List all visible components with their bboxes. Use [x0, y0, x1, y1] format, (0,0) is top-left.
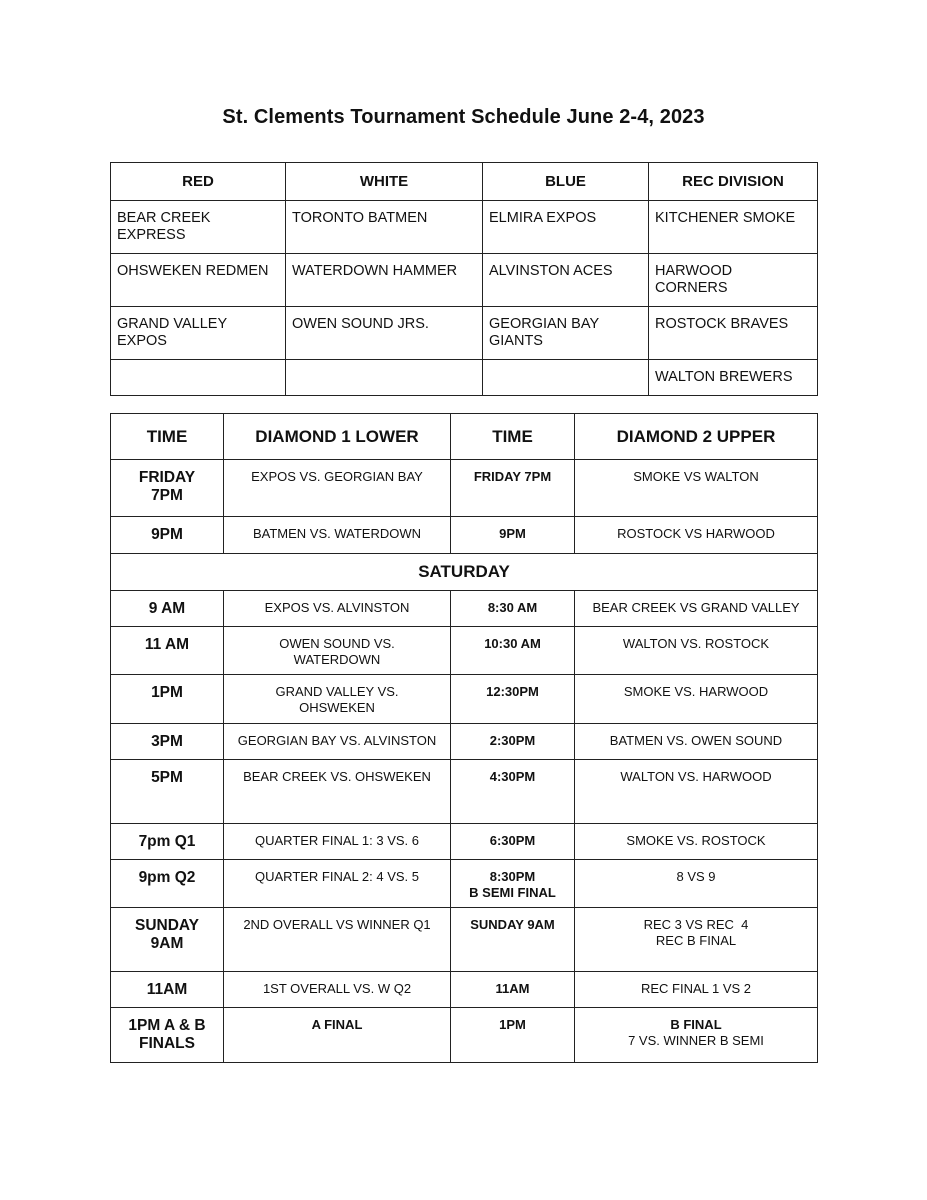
divisions-row [111, 360, 818, 396]
time-cell: 12:30PM [451, 675, 575, 724]
schedule-row [111, 908, 818, 972]
game-cell: WALTON VS. HARWOOD [575, 760, 818, 824]
saturday-row [111, 554, 818, 591]
schedule-row [111, 460, 818, 517]
division-header-red: RED [111, 163, 286, 201]
game-cell: GEORGIAN BAY VS. ALVINSTON [224, 724, 451, 760]
schedule-row [111, 724, 818, 760]
game-cell: ROSTOCK VS HARWOOD [575, 517, 818, 554]
divisions-header-row [111, 163, 818, 201]
game-cell: 8 VS 9 [575, 860, 818, 908]
team-cell: HARWOOD CORNERS [649, 254, 818, 307]
game-note: 7 VS. WINNER B SEMI [628, 1033, 764, 1048]
game-cell: 2ND OVERALL VS WINNER Q1 [224, 908, 451, 972]
game-cell: OWEN SOUND VS. WATERDOWN [224, 627, 451, 675]
team-cell [286, 360, 483, 396]
game-cell: QUARTER FINAL 2: 4 VS. 5 [224, 860, 451, 908]
game-cell: EXPOS VS. ALVINSTON [224, 591, 451, 627]
diamond-1-header: DIAMOND 1 LOWER [224, 414, 451, 460]
game-cell: EXPOS VS. GEORGIAN BAY [224, 460, 451, 517]
game-cell: REC FINAL 1 VS 2 [575, 972, 818, 1008]
schedule-row [111, 824, 818, 860]
game-note: REC B FINAL [655, 933, 737, 948]
time-cell: 4:30PM [451, 760, 575, 824]
time-cell: 8:30 AM [451, 591, 575, 627]
schedule-row [111, 972, 818, 1008]
time-cell: 11AM [451, 972, 575, 1008]
team-cell: ELMIRA EXPOS [483, 201, 649, 254]
time-note: B SEMI FINAL [469, 885, 556, 900]
time-cell: 2:30PM [451, 724, 575, 760]
game-cell: A FINAL [224, 1008, 451, 1063]
schedule-row [111, 1008, 818, 1063]
game-cell: SMOKE VS WALTON [575, 460, 818, 517]
team-cell: OWEN SOUND JRS. [286, 307, 483, 360]
game-cell: BATMEN VS. WATERDOWN [224, 517, 451, 554]
time-cell: 9PM [111, 517, 224, 554]
time-cell: 9 AM [111, 591, 224, 627]
time-cell: 3PM [111, 724, 224, 760]
divisions-row [111, 254, 818, 307]
time-cell: 9PM [451, 517, 575, 554]
game-cell: BEAR CREEK VS. OHSWEKEN [224, 760, 451, 824]
game-cell: BEAR CREEK VS GRAND VALLEY [575, 591, 818, 627]
time-cell [451, 860, 575, 908]
schedule-row [111, 627, 818, 675]
team-cell: WALTON BREWERS [649, 360, 818, 396]
schedule-row [111, 860, 818, 908]
time-header-1: TIME [111, 414, 224, 460]
schedule-row [111, 675, 818, 724]
time-cell: 9pm Q2 [111, 860, 224, 908]
game-value: REC 3 VS REC 4 [643, 917, 749, 932]
division-header-white: WHITE [286, 163, 483, 201]
schedule-table [110, 413, 818, 1063]
time-cell: 1PM A & B FINALS [111, 1008, 224, 1063]
schedule-header-row [111, 414, 818, 460]
team-cell: BEAR CREEK EXPRESS [111, 201, 286, 254]
game-cell: QUARTER FINAL 1: 3 VS. 6 [224, 824, 451, 860]
page-title: St. Clements Tournament Schedule June 2-4, 2023 [222, 106, 705, 128]
time-cell: 6:30PM [451, 824, 575, 860]
game-cell: WALTON VS. ROSTOCK [575, 627, 818, 675]
game-cell [575, 908, 818, 972]
team-cell [483, 360, 649, 396]
schedule-row [111, 517, 818, 554]
team-cell: KITCHENER SMOKE [649, 201, 818, 254]
game-cell: GRAND VALLEY VS. OHSWEKEN [224, 675, 451, 724]
time-cell: 1PM [451, 1008, 575, 1063]
schedule-row [111, 760, 818, 824]
team-cell [111, 360, 286, 396]
diamond-2-header: DIAMOND 2 UPPER [575, 414, 818, 460]
division-header-blue: BLUE [483, 163, 649, 201]
team-cell: ALVINSTON ACES [483, 254, 649, 307]
game-cell [575, 1008, 818, 1063]
schedule-row [111, 591, 818, 627]
team-cell: GRAND VALLEY EXPOS [111, 307, 286, 360]
time-cell: 1PM [111, 675, 224, 724]
saturday-label: SATURDAY [111, 554, 818, 591]
time-cell: FRIDAY 7PM [451, 460, 575, 517]
team-cell: OHSWEKEN REDMEN [111, 254, 286, 307]
team-cell: GEORGIAN BAY GIANTS [483, 307, 649, 360]
game-cell: 1ST OVERALL VS. W Q2 [224, 972, 451, 1008]
divisions-row [111, 307, 818, 360]
time-cell: SUNDAY 9AM [451, 908, 575, 972]
division-header-rec: REC DIVISION [649, 163, 818, 201]
time-cell: 5PM [111, 760, 224, 824]
team-cell: ROSTOCK BRAVES [649, 307, 818, 360]
divisions-table [110, 162, 818, 396]
time-cell: 11 AM [111, 627, 224, 675]
game-cell: BATMEN VS. OWEN SOUND [575, 724, 818, 760]
divisions-row [111, 201, 818, 254]
time-cell: FRIDAY 7PM [111, 460, 224, 517]
game-cell: SMOKE VS. ROSTOCK [575, 824, 818, 860]
time-cell: 10:30 AM [451, 627, 575, 675]
time-cell: 7pm Q1 [111, 824, 224, 860]
game-cell: SMOKE VS. HARWOOD [575, 675, 818, 724]
time-value: 8:30PM [489, 869, 536, 884]
team-cell: TORONTO BATMEN [286, 201, 483, 254]
game-value: B FINAL [670, 1017, 722, 1032]
time-header-2: TIME [451, 414, 575, 460]
time-cell: 11AM [111, 972, 224, 1008]
team-cell: WATERDOWN HAMMER [286, 254, 483, 307]
time-cell: SUNDAY 9AM [111, 908, 224, 972]
